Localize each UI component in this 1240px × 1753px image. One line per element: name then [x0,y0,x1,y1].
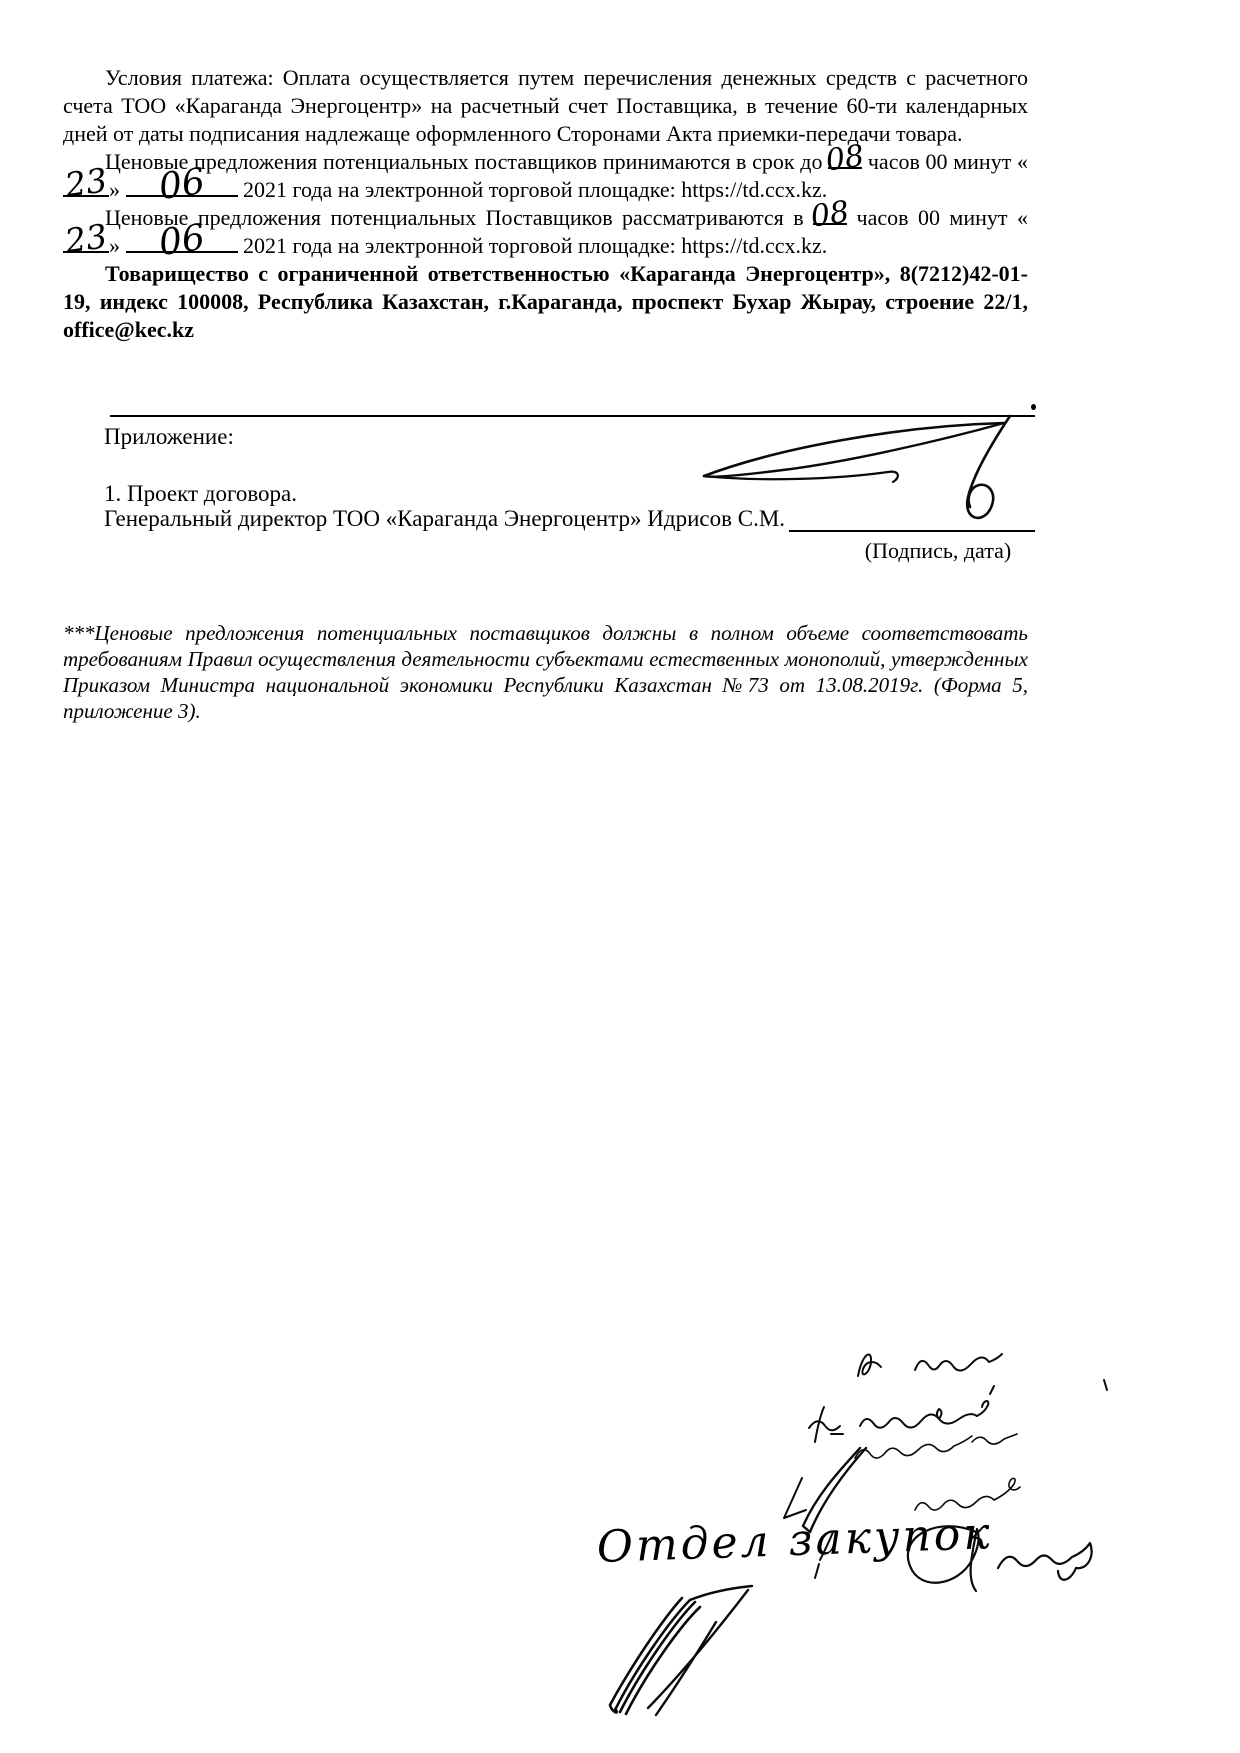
signature-scribble-2 [809,1407,843,1442]
document-body [63,64,1028,344]
handwritten-month-accept: 06 [155,161,207,208]
company-details-paragraph: Товарищество с ограниченной ответственностью «Караганда Энергоцентр», 8(7212)42-01-19, индекс 100008, Республика Казахстан, г.Караганда, проспект Бухар Жырау, строение 22/1, office@kec.kz [63,261,1028,342]
handwritten-hours-review: 08 [808,194,852,235]
signature-scribble-4 [915,1478,1020,1510]
price-offers-accept-paragraph [62,138,1028,208]
day-blank-accept [62,160,110,205]
accept-text-mid: часов 00 минут « [862,149,1028,174]
signature-caption: (Подпись, дата) [864,538,1012,563]
hours-blank-accept [823,138,867,179]
signature-swoosh-return [704,423,1004,477]
director-line: Генеральный директор ТОО «Караганда Энергоцентр» Идрисов С.М. [104,506,786,532]
attachment-item-1: 1. Проект договора. [104,481,297,506]
month-blank-review [126,217,238,264]
signature-swoosh-upper [704,423,1004,476]
signature-swoosh-inner [704,472,898,482]
signature-scratch-diagonal [656,1622,716,1715]
review-text-end: 2021 года на электронной торговой площадке: https://td.ccx.kz. [237,233,828,258]
review-text-start: Ценовые предложения потенциальных Поставщиков рассматриваются в [105,205,814,230]
review-text-after-day: » [109,233,126,258]
director-signature-ink [688,408,1038,543]
ink-dash-2 [990,1386,994,1394]
day-blank-review [62,216,110,261]
payment-terms-paragraph: Условия платежа: Оплата осуществляется путем перечисления денежных средств с расчетного счета ТОО «Караганда Энергоцентр» на расчетный счет Поставщика, в течение 60-ти календарных дней от даты подписания надлежаще оформленного Сторонами Акта приемки-передачи товара. [63,65,1028,146]
signature-scribble-2b [860,1401,988,1428]
handwritten-department-note: Отдел закупок [596,1508,994,1573]
signature-pen-tail [815,1532,833,1578]
signature-loop [908,1526,979,1591]
signature-pen-stroke-1 [810,1448,866,1532]
ink-dash-1 [1104,1380,1107,1390]
signature-scribble-5 [998,1543,1092,1580]
price-offers-review-paragraph [62,194,1028,264]
handwritten-day-review: 23 [62,216,110,261]
footnote-paragraph: ***Ценовые предложения потенциальных поставщиков должны в полном объеме соответствовать требованиям Правил осуществления деятельности субъектами естественных монополий, утвержденных Приказом Министра национальной экономики Республики Казахстан №73 от 13.08.2019г. (Форма 5, приложение 3). [63,621,1028,723]
hours-blank-review [808,194,852,235]
signature-scribble-3 [855,1434,1017,1458]
accept-text-start: Ценовые предложения потенциальных поставщиков принимаются в срок до [105,149,829,174]
accept-text-end: 2021 года на электронной торговой площадке: https://td.ccx.kz. [237,177,828,202]
accept-text-after-day: » [109,177,126,202]
approval-signatures-ink [520,1320,1220,1750]
signature-pen-stroke-2 [803,1448,860,1532]
signature-pen-triangle [784,1478,806,1518]
month-blank-accept [126,161,238,208]
review-text-mid: часов 00 минут « [847,205,1028,230]
handwritten-day-accept: 23 [62,160,110,205]
signature-scratch-2 [620,1602,695,1712]
handwritten-hours-accept: 08 [823,138,867,179]
signature-scribble-1b [915,1354,1002,1371]
handwritten-month-review: 06 [155,217,207,264]
attachment-label: Приложение: [104,424,234,449]
signature-scribble-1 [858,1354,881,1376]
